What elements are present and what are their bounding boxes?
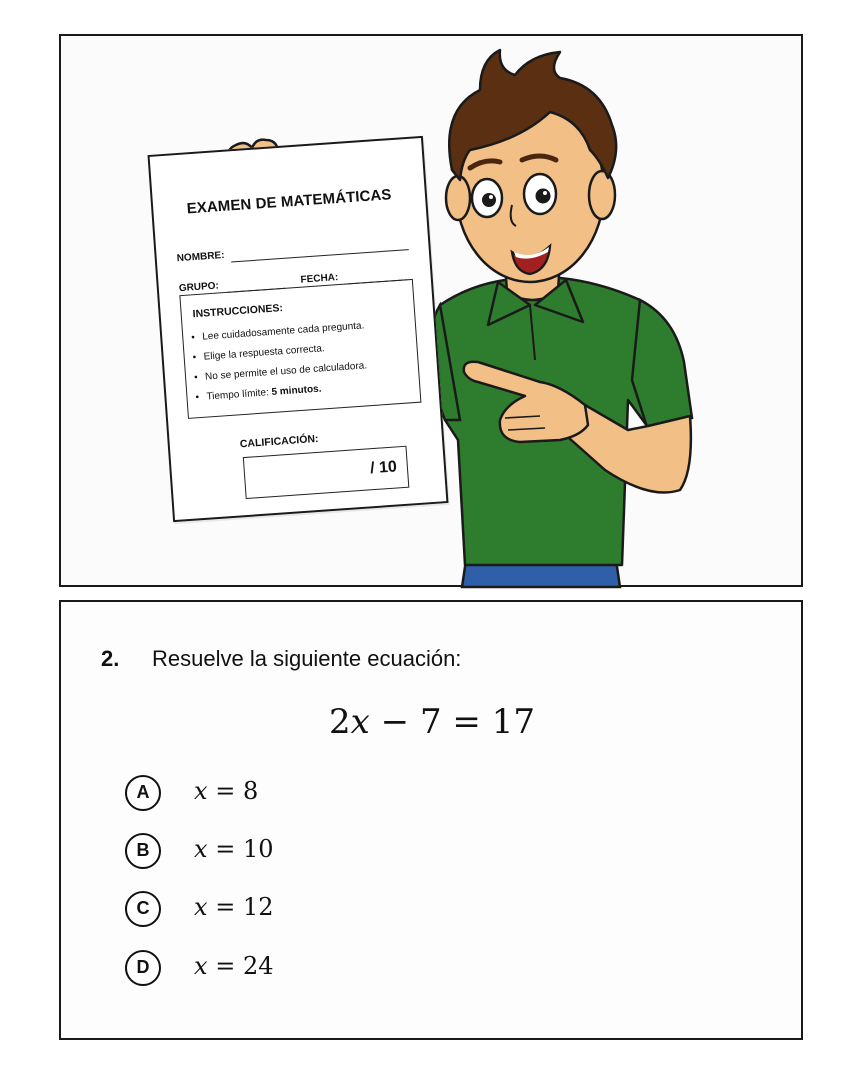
option-letter-circle[interactable]: B [125,833,161,869]
grade-label: CALIFICACIÓN: [239,432,319,451]
question-number: 2. [101,646,120,671]
group-label: GRUPO: [178,280,220,295]
option-letter-circle[interactable]: D [125,950,161,986]
name-line [231,249,409,262]
option-expression: x = 10 [194,835,274,863]
date-label: FECHA: [300,272,339,286]
instructions-title: INSTRUCCIONES: [192,302,284,321]
option-expression: x = 8 [194,777,259,805]
instructions-list [191,316,370,408]
grade-box [243,446,410,499]
option-letter-circle[interactable]: C [125,891,161,927]
question-prompt: Resuelve la siguiente ecuación: [152,646,462,671]
option-letter-circle[interactable]: A [125,775,161,811]
instructions-box [179,279,421,419]
exam-title: EXAMEN DE MATEMÁTICAS [186,186,393,218]
exam-paper [148,136,449,522]
exam-sheet [148,136,449,522]
instruction-item: • Lee cuidadosamente cada pregunta. [191,316,365,348]
time-limit-label: Tiempo límite: [206,387,270,403]
equation: 2x − 7 = 17 [329,702,535,742]
time-limit-value: 5 minutos. [271,383,322,398]
grade-value: / 10 [369,458,398,478]
instruction-item: • Elige la respuesta correcta. [192,336,366,368]
instruction-item: • No se permite el uso de calculadora. [193,356,367,388]
name-label: NOMBRE: [176,249,225,265]
option-expression: x = 12 [194,893,274,921]
option-expression: x = 24 [194,952,274,980]
